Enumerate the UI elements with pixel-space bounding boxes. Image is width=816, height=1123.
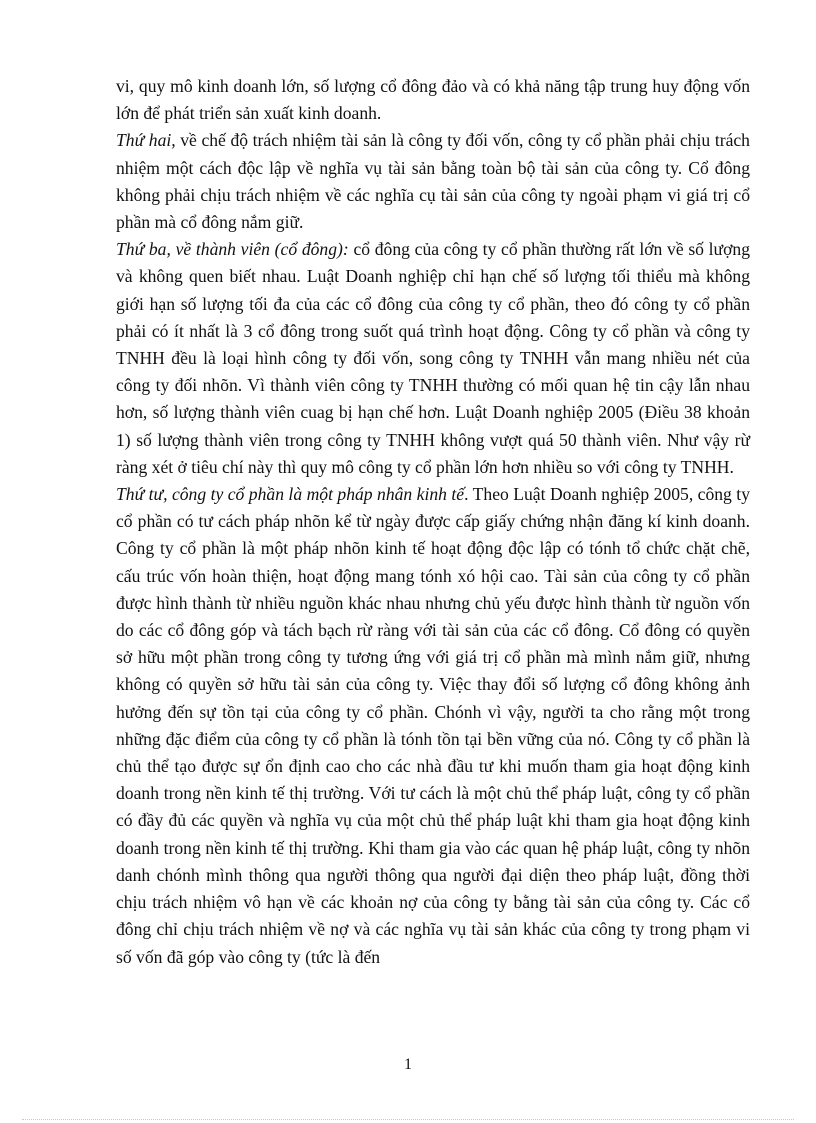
paragraph-3-lead: Thứ ba, về thành viên (cổ đông): [116,239,349,260]
paragraph-2-text: về chế độ trách nhiệm tài sản là công ty đối vốn, công ty cổ phần phải chịu trách nhiệm một cách độc lập về nghĩa vụ tài sản bằng toàn bộ tài sản của công ty. Cổ đông không phải chịu trách nhiệm về các nghĩa cụ tài sản của công ty ngoài phạm vi giá trị cổ phần mà cổ đông nắm giữ. [116,130,750,233]
paragraph-1 [116,73,750,127]
paragraph-3 [116,236,750,481]
paragraph-4-lead: Thứ tư, công ty cổ phần là một pháp nhân kinh tế [116,484,465,505]
page-bottom-divider [22,1119,794,1120]
paragraph-4 [116,481,750,971]
page-number: 1 [404,1056,412,1073]
paragraph-2-lead: Thứ hai, [116,130,176,151]
paragraph-1-text: vi, quy mô kinh doanh lớn, số lượng cổ đông đảo và có khả năng tập trung huy động vốn lớn để phát triển sản xuất kinh doanh. [116,76,750,124]
paragraph-2 [116,127,750,236]
document-page [116,73,750,971]
paragraph-4-text: . Theo Luật Doanh nghiệp 2005, công ty cổ phần có tư cách pháp nhõn kể từ ngày được cấp giấy chứng nhận đăng kí kinh doanh. Công ty cổ phần là một pháp nhõn kinh tế hoạt động độc lập có tónh tổ chức chặt chẽ, cấu trúc vốn hoàn thiện, hoạt động mang tónh xó hội cao. Tài sản của công ty cổ phần được hình thành từ nhiều nguồn khác nhau nhưng chủ yếu được hình thành từ nguồn vốn do các cổ đông góp và tách bạch rừ ràng với tài sản của các cổ đông. Cổ đông có quyền sở hữu một phần trong công ty tương ứng với giá trị cổ phần mà mình nắm giữ, nhưng không có quyền sở hữu tài sản của công ty. Việc thay đổi số lượng cổ đông không ảnh hưởng đến sự tồn tại của công ty cổ phần. Chónh vì vậy, người ta cho rằng một trong những đặc điểm của công ty cổ phần là tónh tồn tại bền vững của nó. Công ty cổ phần là chủ thể tạo được sự ổn định cao cho các nhà đầu tư khi muốn tham gia hoạt động kinh doanh trong nền kinh tế thị trường. Với tư cách là một chủ thể pháp luật, công ty cổ phần có đầy đủ các quyền và nghĩa vụ của một chủ thể pháp luật khi tham gia hoạt động kinh doanh trong nền kinh tế thị trường. Khi tham gia vào các quan hệ pháp luật, công ty nhõn danh chónh mình thông qua người thông qua người đại diện theo pháp luật, đồng thời chịu trách nhiệm vô hạn về các khoản nợ của công ty bằng tài sản của công ty. Các cổ đông chỉ chịu trách nhiệm về nợ và các nghĩa vụ tài sản khác của công ty trong phạm vi số vốn đã góp vào công ty (tức là đến [116,484,750,967]
paragraph-3-text: cổ đông của công ty cổ phần thường rất lớn về số lượng và không quen biết nhau. Luật Doanh nghiệp chỉ hạn chế số lượng tối thiểu mà không giới hạn số lượng tối đa của các cổ đông của công ty cổ phần, theo đó công ty cổ phần phải có ít nhất là 3 cổ đông trong suốt quá trình hoạt động. Công ty cổ phần và công ty TNHH đều là loại hình công ty đối vốn, song công ty TNHH vẫn mang nhiều nét của công ty đối nhõn. Vì thành viên công ty TNHH thường có mối quan hệ tin cậy lẫn nhau hơn, số lượng thành viên cuag bị hạn chế hơn. Luật Doanh nghiệp 2005 (Điều 38 khoản 1) số lượng thành viên trong công ty TNHH không vượt quá 50 thành viên. Như vậy rừ ràng xét ở tiêu chí này thì quy mô công ty cổ phần lớn hơn nhiều so với công ty TNHH. [116,239,750,477]
